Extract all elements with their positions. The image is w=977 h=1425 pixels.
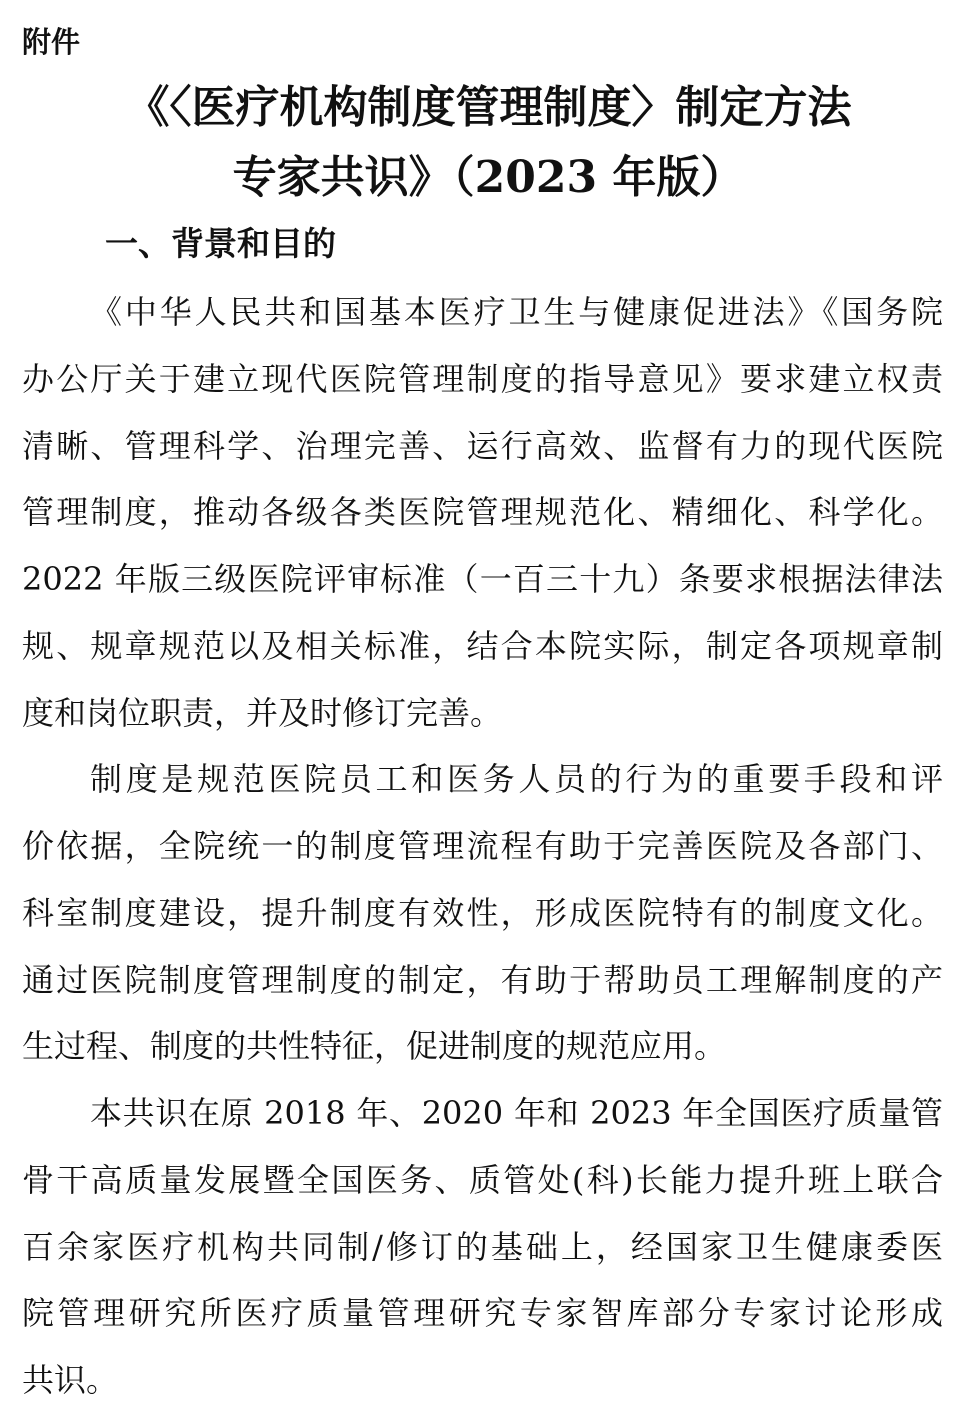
document-body bbox=[22, 279, 943, 1414]
paragraph-line: 2022 年版三级医院评审标准（一百三十九）条要求根据法律法 bbox=[22, 560, 943, 598]
document-title-line-1: 《〈医疗机构制度管理制度〉制定方法 bbox=[125, 82, 852, 133]
paragraph-line: 百余家医疗机构共同制/修订的基础上，经国家卫生健康委医 bbox=[22, 1227, 943, 1266]
paragraph-line: 本共识在原 2018 年、2020 年和 2023 年全国医疗质量管 bbox=[90, 1094, 943, 1132]
paragraph-line: 科室制度建设，提升制度有效性，形成医院特有的制度文化。 bbox=[22, 893, 943, 932]
attachment-label: 附件 bbox=[22, 25, 81, 59]
section-heading: 一、背景和目的 bbox=[105, 224, 336, 263]
paragraph-line: 骨干高质量发展暨全国医务、质管处(科)长能力提升班上联合 bbox=[22, 1160, 943, 1199]
paragraph-line: 院管理研究所医疗质量管理研究专家智库部分专家讨论形成 bbox=[22, 1294, 943, 1333]
paragraph-line: 《中华人民共和国基本医疗卫生与健康促进法》《国务院 bbox=[90, 293, 943, 331]
paragraph-line: 共识。 bbox=[22, 1361, 119, 1399]
paragraph-line: 通过医院制度管理制度的制定，有助于帮助员工理解制度的产 bbox=[22, 960, 943, 999]
document-title-line-2: 专家共识》（2023 年版） bbox=[232, 152, 745, 203]
paragraph-line: 管理制度，推动各级各类医院管理规范化、精细化、科学化。 bbox=[22, 493, 943, 532]
paragraph-line: 生过程、制度的共性特征，促进制度的规范应用。 bbox=[22, 1027, 727, 1066]
paragraph-line: 清晰、管理科学、治理完善、运行高效、监督有力的现代医院 bbox=[22, 426, 943, 465]
paragraph-1 bbox=[22, 279, 943, 746]
paragraph-line: 度和岗位职责，并及时修订完善。 bbox=[22, 693, 503, 732]
paragraph-line: 规、规章规范以及相关标准，结合本院实际，制定各项规章制 bbox=[22, 626, 943, 665]
paragraph-line: 价依据，全院统一的制度管理流程有助于完善医院及各部门、 bbox=[22, 827, 943, 865]
paragraph-line: 办公厅关于建立现代医院管理制度的指导意见》要求建立权责 bbox=[22, 359, 943, 398]
paragraph-3 bbox=[22, 1080, 943, 1414]
paragraph-line: 制度是规范医院员工和医务人员的行为的重要手段和评 bbox=[90, 760, 943, 799]
paragraph-2 bbox=[22, 746, 943, 1080]
